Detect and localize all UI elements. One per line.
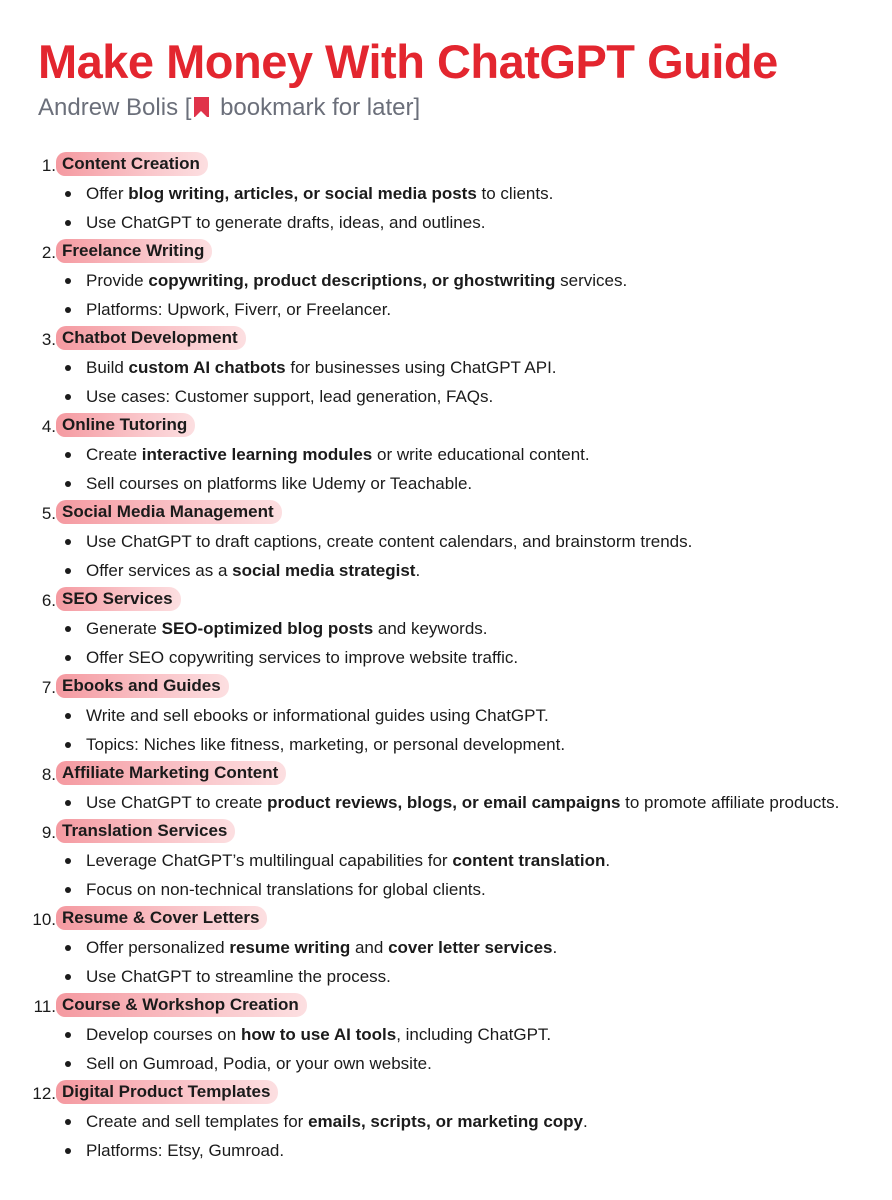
- bullet-dot-icon: [65, 626, 71, 632]
- item-number: 10.: [32, 910, 56, 929]
- bullet-dot-icon: [65, 1061, 71, 1067]
- item-heading: Content Creation: [56, 152, 208, 176]
- bullet-dot-icon: [65, 655, 71, 661]
- item-heading: Digital Product Templates: [56, 1080, 278, 1104]
- bullet-text-segment: Use ChatGPT to streamline the process.: [86, 967, 391, 986]
- bullet-text-segment: Offer personalized: [86, 938, 230, 957]
- list-item: [0, 817, 892, 904]
- bullet-text: [86, 213, 485, 233]
- bullet-text: [86, 619, 488, 639]
- item-heading-row: [0, 324, 892, 353]
- bullet-text-segment: or write educational content.: [372, 445, 590, 464]
- bullet-text: [86, 387, 493, 407]
- bullet-dot-icon: [65, 394, 71, 400]
- item-number: 6.: [41, 591, 56, 610]
- bullet-text-segment: Write and sell ebooks or informational guides using ChatGPT.: [86, 706, 549, 725]
- page-title: Make Money With ChatGPT Guide: [38, 35, 778, 88]
- bullet-dot-icon: [65, 481, 71, 487]
- bullet-text: [86, 1112, 588, 1132]
- item-number: 11.: [33, 997, 56, 1016]
- bullet-item: [0, 527, 892, 556]
- bullet-text: [86, 1025, 551, 1045]
- list-item: [0, 1078, 892, 1165]
- bullet-item: [0, 933, 892, 962]
- bullet-text-segment: Offer services as a: [86, 561, 233, 580]
- bullet-item: [0, 1020, 892, 1049]
- list-item: [0, 759, 892, 817]
- list-item: [0, 991, 892, 1078]
- bullet-text-segment: and: [350, 938, 389, 957]
- item-heading: Affiliate Marketing Content: [56, 761, 286, 785]
- bullet-text-bold: how to use AI tools: [240, 1025, 397, 1044]
- bullet-text-segment: Develop courses on: [86, 1025, 241, 1044]
- bullet-text-segment: Offer: [86, 184, 129, 203]
- bullet-dot-icon: [65, 800, 71, 806]
- bullet-text-segment: for businesses using ChatGPT API.: [285, 358, 557, 377]
- bullet-item: [0, 643, 892, 672]
- item-heading-row: [0, 585, 892, 614]
- bullet-dot-icon: [65, 945, 71, 951]
- item-heading: Social Media Management: [56, 500, 282, 524]
- item-number: 4.: [41, 417, 56, 436]
- guide-list: [0, 150, 892, 1165]
- bullet-item: [0, 1136, 892, 1165]
- bullet-dot-icon: [65, 887, 71, 893]
- item-heading-row: [0, 817, 892, 846]
- item-number: 12.: [32, 1084, 56, 1103]
- bullet-text-segment: .: [605, 851, 611, 870]
- bullet-item: [0, 962, 892, 991]
- bullet-text-segment: Build: [86, 358, 129, 377]
- list-item: [0, 498, 892, 585]
- bullet-text: [86, 561, 420, 581]
- bullet-dot-icon: [65, 278, 71, 284]
- bullet-item: [0, 295, 892, 324]
- bullet-text-bold: resume writing: [229, 938, 351, 957]
- bullet-item: [0, 382, 892, 411]
- bullet-dot-icon: [65, 1032, 71, 1038]
- bullet-text-bold: custom AI chatbots: [128, 358, 286, 377]
- bullet-dot-icon: [65, 452, 71, 458]
- bullet-text-segment: Platforms: Etsy, Gumroad.: [86, 1141, 285, 1160]
- item-heading-row: [0, 237, 892, 266]
- bullet-text: [86, 735, 565, 755]
- bullet-text-segment: Use cases: Customer support, lead generation, FAQs.: [86, 387, 494, 406]
- item-heading-row: [0, 991, 892, 1020]
- bullet-item: [0, 353, 892, 382]
- item-heading: Freelance Writing: [56, 239, 212, 263]
- bullet-text-segment: .: [552, 938, 558, 957]
- item-number: 5.: [41, 504, 56, 523]
- bullet-dot-icon: [65, 1148, 71, 1154]
- bullet-text-bold: SEO-optimized blog posts: [161, 619, 374, 638]
- item-heading: Translation Services: [56, 819, 235, 843]
- item-heading: Resume & Cover Letters: [56, 906, 267, 930]
- bullet-text-segment: , including ChatGPT.: [396, 1025, 552, 1044]
- list-item: [0, 237, 892, 324]
- bullet-text: [86, 851, 610, 871]
- bullet-text-segment: to promote affiliate products.: [620, 793, 840, 812]
- bullet-item: [0, 788, 892, 817]
- subtitle-note: bookmark for later]: [213, 94, 421, 121]
- bullet-text-bold: social media strategist: [232, 561, 416, 580]
- item-number: 2.: [41, 243, 56, 262]
- bullet-dot-icon: [65, 713, 71, 719]
- bullet-text-segment: Platforms: Upwork, Fiverr, or Freelancer.: [86, 300, 392, 319]
- bullet-text: [86, 706, 549, 726]
- item-heading-row: [0, 904, 892, 933]
- list-item: [0, 324, 892, 411]
- bullet-text-segment: to clients.: [476, 184, 554, 203]
- bullet-dot-icon: [65, 365, 71, 371]
- bullet-text-bold: cover letter services: [388, 938, 553, 957]
- list-item: [0, 585, 892, 672]
- bullet-item: [0, 730, 892, 759]
- item-heading-row: [0, 672, 892, 701]
- bullet-text-segment: Sell on Gumroad, Podia, or your own website.: [86, 1054, 432, 1073]
- bullet-dot-icon: [65, 191, 71, 197]
- bullet-item: [0, 469, 892, 498]
- bullet-text-segment: services.: [555, 271, 628, 290]
- bullet-item: [0, 614, 892, 643]
- bullet-text-bold: copywriting, product descriptions, or ghostwriting: [148, 271, 556, 290]
- bullet-text: [86, 300, 391, 320]
- bullet-text: [86, 1141, 284, 1161]
- bullet-text-segment: Focus on non-technical translations for global clients.: [86, 880, 486, 899]
- bullet-text-segment: Generate: [86, 619, 162, 638]
- bullet-item: [0, 875, 892, 904]
- bullet-text-segment: Offer SEO copywriting services to improve website traffic.: [86, 648, 519, 667]
- item-heading-row: [0, 150, 892, 179]
- subtitle-author: Andrew Bolis [: [38, 94, 192, 121]
- bullet-text-segment: Use ChatGPT to create: [86, 793, 268, 812]
- bullet-text-bold: product reviews, blogs, or email campaigns: [267, 793, 621, 812]
- bullet-text: [86, 445, 590, 465]
- item-heading-row: [0, 1078, 892, 1107]
- bullet-text-segment: Use ChatGPT to generate drafts, ideas, and outlines.: [86, 213, 486, 232]
- bullet-item: [0, 556, 892, 585]
- bullet-text-segment: Provide: [86, 271, 149, 290]
- bullet-text: [86, 648, 518, 668]
- bullet-text-segment: .: [415, 561, 421, 580]
- bullet-text-segment: Leverage ChatGPT’s multilingual capabilities for: [86, 851, 453, 870]
- bullet-text: [86, 532, 692, 552]
- bullet-text-segment: Create and sell templates for: [86, 1112, 309, 1131]
- item-heading: Online Tutoring: [56, 413, 195, 437]
- list-item: [0, 150, 892, 237]
- bullet-dot-icon: [65, 742, 71, 748]
- bullet-text-bold: interactive learning modules: [141, 445, 373, 464]
- item-number: 1.: [41, 156, 56, 175]
- bullet-dot-icon: [65, 307, 71, 313]
- bullet-text: [86, 880, 486, 900]
- bullet-text: [86, 271, 627, 291]
- bullet-text-segment: .: [583, 1112, 588, 1131]
- bullet-text: [86, 358, 557, 378]
- bullet-text: [86, 967, 391, 987]
- bullet-item: [0, 440, 892, 469]
- bullet-text: [86, 1054, 432, 1074]
- bullet-text: [86, 184, 553, 204]
- list-item: [0, 904, 892, 991]
- bullet-text: [86, 938, 557, 958]
- bullet-dot-icon: [65, 539, 71, 545]
- bullet-dot-icon: [65, 568, 71, 574]
- bullet-text-segment: Use ChatGPT to draft captions, create content calendars, and brainstorm trends.: [86, 532, 693, 551]
- bullet-text-bold: content translation: [452, 851, 606, 870]
- item-heading: Ebooks and Guides: [56, 674, 229, 698]
- bullet-text-segment: Create: [86, 445, 142, 464]
- item-number: 9.: [41, 823, 56, 842]
- list-item: [0, 672, 892, 759]
- item-heading-row: [0, 759, 892, 788]
- bullet-dot-icon: [65, 858, 71, 864]
- item-heading: Chatbot Development: [56, 326, 246, 350]
- item-heading: SEO Services: [56, 587, 181, 611]
- bullet-text-segment: and keywords.: [373, 619, 488, 638]
- bullet-item: [0, 179, 892, 208]
- bullet-text-bold: blog writing, articles, or social media posts: [128, 184, 477, 203]
- item-heading-row: [0, 411, 892, 440]
- bullet-item: [0, 701, 892, 730]
- item-heading-row: [0, 498, 892, 527]
- bookmark-icon: [194, 97, 209, 117]
- item-number: 3.: [41, 330, 56, 349]
- page-subtitle: [38, 93, 420, 123]
- bullet-text: [86, 793, 839, 813]
- bullet-item: [0, 208, 892, 237]
- bullet-item: [0, 266, 892, 295]
- item-number: 8.: [41, 765, 56, 784]
- item-heading: Course & Workshop Creation: [56, 993, 307, 1017]
- bullet-item: [0, 1107, 892, 1136]
- bullet-dot-icon: [65, 974, 71, 980]
- bullet-text: [86, 474, 472, 494]
- bullet-text-bold: emails, scripts, or marketing copy: [308, 1112, 584, 1131]
- bullet-dot-icon: [65, 220, 71, 226]
- bullet-item: [0, 846, 892, 875]
- bullet-text-segment: Topics: Niches like fitness, marketing, or personal development.: [86, 735, 566, 754]
- bullet-text-segment: Sell courses on platforms like Udemy or Teachable.: [86, 474, 473, 493]
- item-number: 7.: [41, 678, 56, 697]
- bullet-item: [0, 1049, 892, 1078]
- list-item: [0, 411, 892, 498]
- bullet-dot-icon: [65, 1119, 71, 1125]
